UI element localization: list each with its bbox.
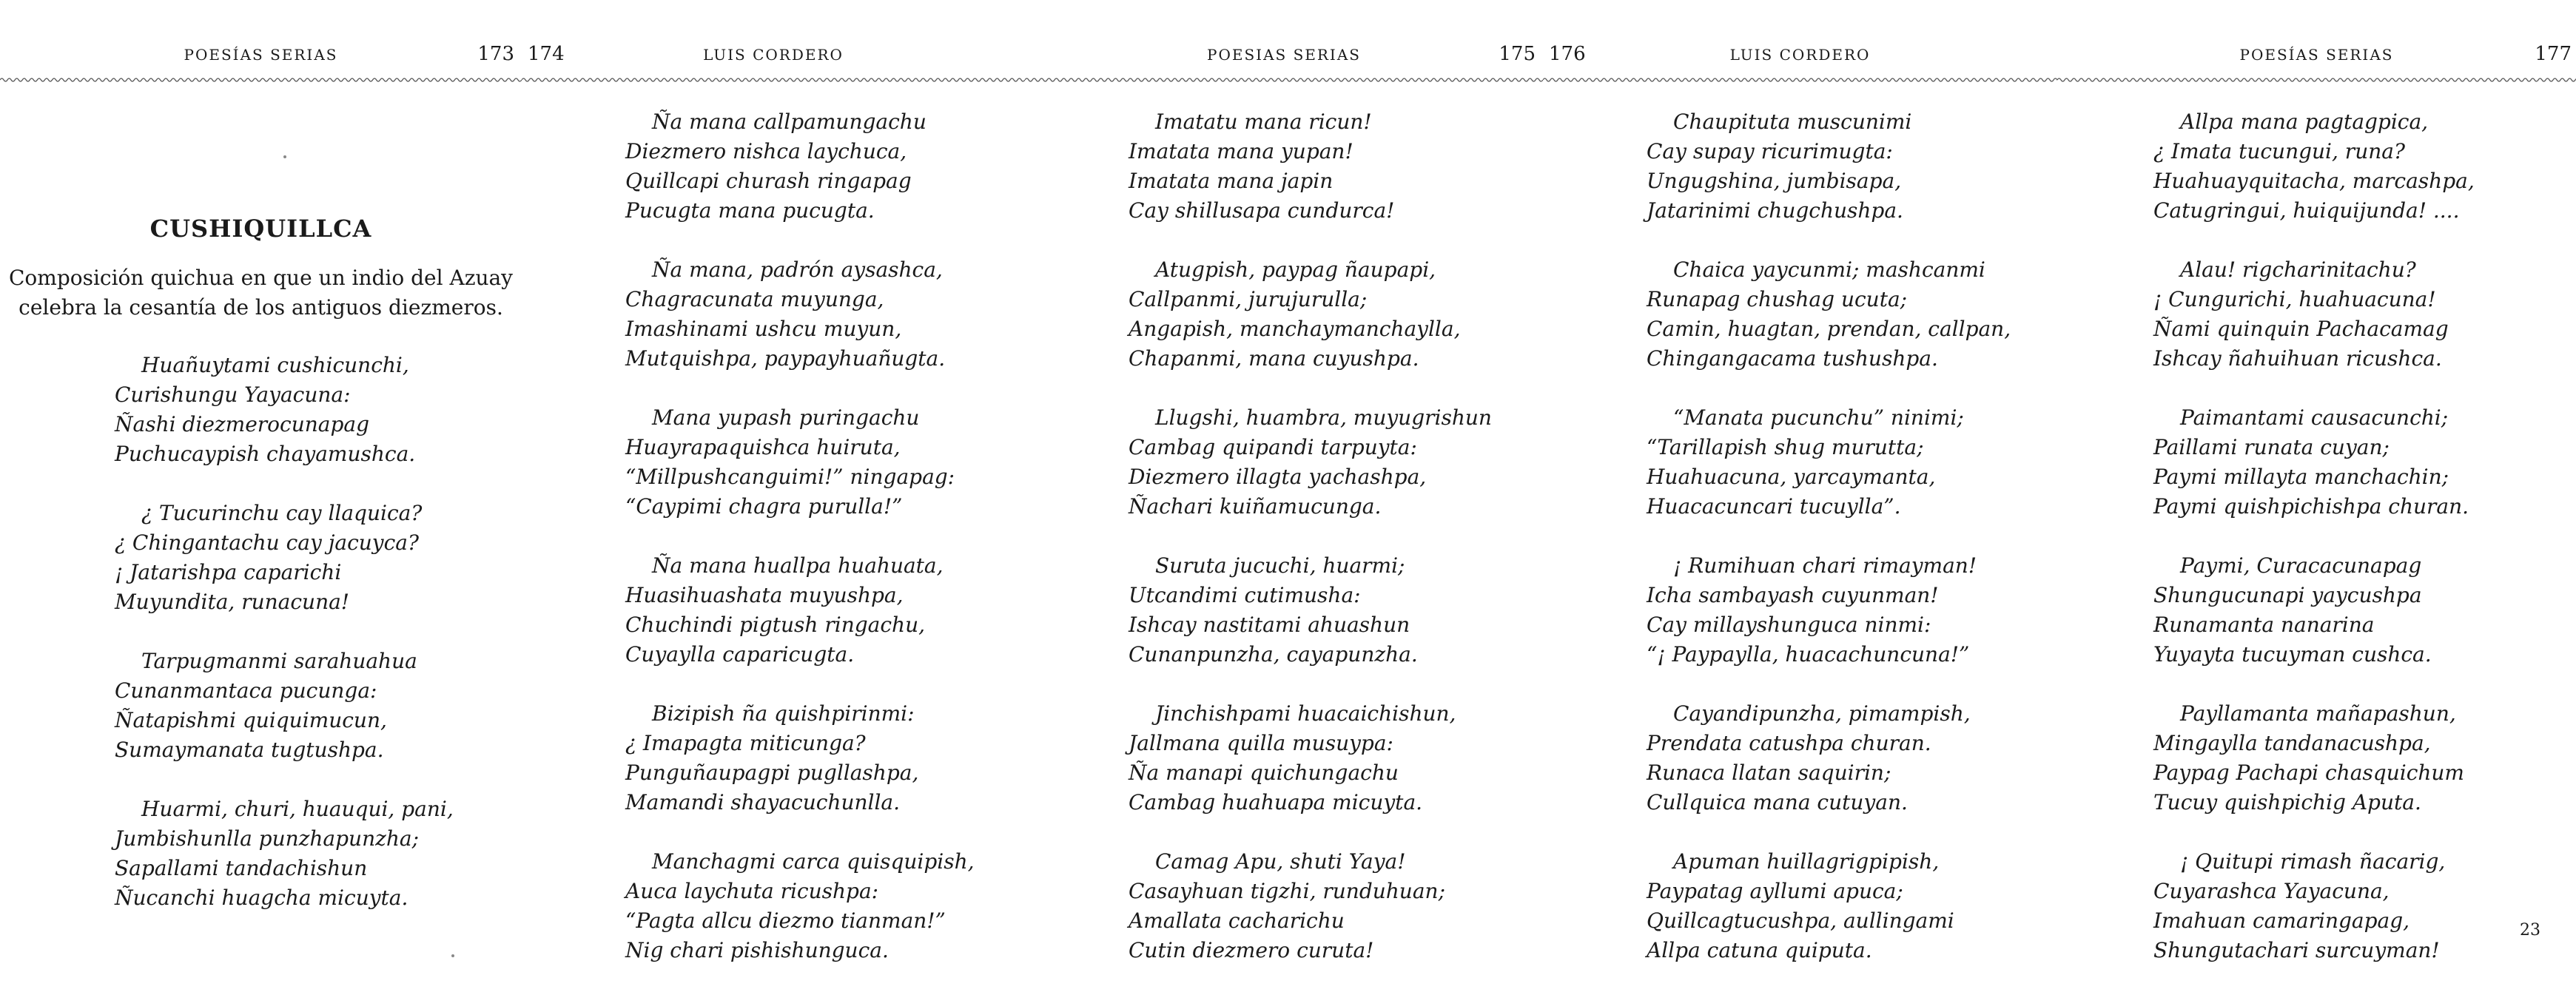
verse-line: Imatatu mana ricun!: [1155, 109, 1372, 134]
page-header: [1543, 41, 2057, 71]
verse-line: Casayhuan tigzhi, runduhuan;: [1129, 879, 1445, 903]
verse-line: “Tarillapish shug murutta;: [1647, 435, 1924, 459]
verse-line: Imatata mana japin: [1129, 169, 1334, 193]
verse-line: Muyundita, runacuna!: [115, 590, 350, 614]
stanza: [1647, 403, 2057, 522]
page-body: [1025, 107, 1543, 995]
verse-line: Cuyaylla caparicugta.: [625, 642, 855, 667]
verse-line: Ña mana, padrón aysashca,: [652, 257, 943, 282]
verse-line: Ishcay nastitami ahuashun: [1129, 613, 1410, 637]
page-176: [1543, 0, 2057, 979]
verse-line: ¡ Cungurichi, huahuacuna!: [2153, 287, 2436, 311]
running-title: LUIS CORDERO: [1729, 46, 1871, 64]
stanza: [2153, 255, 2576, 374]
verse-line: Paimantami causacunchi;: [2180, 405, 2449, 430]
verse-line: Paymi millayta manchachin;: [2153, 465, 2449, 489]
verse-line: ¿ Tucurinchu cay llaquica?: [141, 501, 423, 525]
wavy-rule: [1543, 74, 2057, 86]
verse-line: Puchucaypish chayamushca.: [115, 442, 416, 466]
verse-line: “Manata pucunchu” ninimi;: [1673, 405, 1964, 430]
verse-line: Alau! rigcharinitachu?: [2180, 257, 2416, 282]
print-speck: [451, 954, 454, 957]
verse-line: Tucuy quishpichig Aputa.: [2153, 790, 2421, 814]
stanza-list: [1025, 107, 1543, 965]
verse-line: ¿ Chingantachu cay jacuyca?: [115, 530, 419, 555]
page-header: [0, 41, 522, 71]
verse-line: Ñachari kuiñamucunga.: [1129, 494, 1382, 519]
page-header: [522, 41, 1025, 71]
wavy-rule: [2057, 74, 2576, 86]
verse-line: Cullquica mana cutuyan.: [1647, 790, 1908, 814]
verse-line: Cuyarashca Yayacuna,: [2153, 879, 2390, 903]
verse-line: Huayrapaquishca huiruta,: [625, 435, 901, 459]
stanza: [625, 403, 1025, 522]
verse-line: Paymi quishpichishpa churan.: [2153, 494, 2469, 519]
stanza: [2153, 847, 2576, 965]
verse-line: Quillcagtucushpa, aullingami: [1647, 908, 1954, 933]
verse-line: Angapish, manchaymanchaylla,: [1129, 317, 1461, 341]
verse-line: Apuman huillagrigpipish,: [1673, 849, 1940, 874]
verse-line: Prendata catushpa churan.: [1647, 731, 1931, 755]
stanza: [2153, 403, 2576, 522]
page-174: [522, 0, 1025, 979]
stanza: [2153, 699, 2576, 817]
verse-line: Jumbishunlla punzhapunzha;: [115, 826, 420, 851]
stanza: [1647, 551, 2057, 669]
verse-line: Allpa mana pagtagpica,: [2180, 109, 2429, 134]
verse-line: Tarpugmanmi sarahuahua: [141, 649, 417, 673]
verse-line: “Pagta allcu diezmo tianman!”: [625, 908, 946, 933]
verse-line: ¡ Rumihuan chari rimayman!: [1673, 553, 1977, 578]
page-177: [2057, 0, 2576, 979]
verse-line: Imahuan camaringapag,: [2153, 908, 2410, 933]
verse-line: Huahuacuna, yarcaymanta,: [1647, 465, 1936, 489]
verse-line: Cambag quipandi tarpuyta:: [1129, 435, 1417, 459]
stanza: [1129, 107, 1543, 226]
stanza: [1129, 255, 1543, 374]
verse-line: Runaca llatan saquirin;: [1647, 760, 1891, 785]
wavy-rule: [0, 74, 522, 86]
signature-mark: 23: [2520, 921, 2540, 940]
verse-line: Chaupituta muscunimi: [1673, 109, 1912, 134]
stanza-list: [522, 107, 1025, 965]
page-number: 175: [1499, 43, 1536, 65]
verse-line: Amallata cacharichu: [1129, 908, 1345, 933]
verse-line: Jinchishpami huacaichishun,: [1155, 701, 1456, 726]
verse-line: Nig chari pishishunguca.: [625, 938, 889, 962]
stanza: [625, 255, 1025, 374]
stanza-list: [1543, 107, 2057, 965]
page-175: [1025, 0, 1543, 979]
verse-line: ¡ Jatarishpa caparichi: [115, 560, 342, 584]
stanza: [625, 551, 1025, 669]
verse-line: Quillcapi churash ringapag: [625, 169, 912, 193]
verse-line: ¿ Imapagta miticunga?: [625, 731, 866, 755]
verse-line: Ña manapi quichungachu: [1129, 760, 1399, 785]
verse-line: Bizipish ña quishpirinmi:: [652, 701, 915, 726]
page-number: 177: [2535, 43, 2572, 65]
verse-line: “Millpushcanguimi!” ningapag:: [625, 465, 955, 489]
verse-line: Sumaymanata tugtushpa.: [115, 738, 384, 762]
verse-line: Payllamanta mañapashun,: [2180, 701, 2456, 726]
verse-line: Pucugta mana pucugta.: [625, 198, 875, 223]
verse-line: Mutquishpa, paypayhuañugta.: [625, 346, 946, 371]
verse-line: Shungutachari surcuyman!: [2153, 938, 2440, 962]
page-173: [0, 0, 522, 979]
verse-line: Diezmero illagta yachashpa,: [1129, 465, 1427, 489]
verse-line: Ñami quinquin Pachacamag: [2153, 317, 2449, 341]
verse-line: Mingaylla tandanacushpa,: [2153, 731, 2431, 755]
verse-line: Paillami runata cuyan;: [2153, 435, 2390, 459]
verse-line: Ñashi diezmerocunapag: [115, 412, 369, 436]
verse-line: Cay millayshunguca ninmi:: [1647, 613, 1931, 637]
stanza: [1647, 699, 2057, 817]
verse-line: Runamanta nanarina: [2153, 613, 2375, 637]
verse-line: Ñucanchi huagcha micuyta.: [115, 886, 408, 910]
verse-line: Shungucunapi yaycushpa: [2153, 583, 2422, 607]
verse-line: Paymi, Curacacunapag: [2180, 553, 2422, 578]
page-body: [2057, 107, 2576, 995]
verse-line: Ña mana callpamungachu: [652, 109, 927, 134]
verse-line: Chuchindi pigtush ringachu,: [625, 613, 926, 637]
verse-line: Cay shillusapa cundurca!: [1129, 198, 1395, 223]
verse-line: Imashinami ushcu muyun,: [625, 317, 902, 341]
stanza-list: [0, 351, 522, 913]
verse-line: Callpanmi, jurujurulla;: [1129, 287, 1368, 311]
verse-line: Punguñaupagpi pugllashpa,: [625, 760, 919, 785]
verse-line: Cunanpunzha, cayapunzha.: [1129, 642, 1418, 667]
running-title: POESIAS SERIAS: [1207, 46, 1361, 64]
verse-line: Ña mana huallpa huahuata,: [652, 553, 944, 578]
stanza: [1129, 699, 1543, 817]
verse-line: “¡ Paypaylla, huacachuncuna!”: [1647, 642, 1970, 667]
print-speck: [283, 155, 286, 158]
stanza: [115, 795, 522, 913]
verse-line: Utcandimi cutimusha:: [1129, 583, 1361, 607]
running-title: LUIS CORDERO: [703, 46, 844, 64]
page-header: [1025, 41, 1543, 71]
verse-line: Chaica yaycunmi; mashcanmi: [1673, 257, 1985, 282]
verse-line: Cambag huahuapa micuyta.: [1129, 790, 1423, 814]
stanza: [2153, 551, 2576, 669]
verse-line: Huarmi, churi, huauqui, pani,: [141, 797, 454, 821]
verse-line: Huacacuncari tucuylla”.: [1647, 494, 1901, 519]
verse-line: Paypatag ayllumi apuca;: [1647, 879, 1903, 903]
verse-line: Curishungu Yayacuna:: [115, 382, 351, 407]
stanza-list: [2057, 107, 2576, 965]
verse-line: Mana yupash puringachu: [652, 405, 920, 430]
verse-line: Camin, huagtan, prendan, callpan,: [1647, 317, 2011, 341]
stanza: [1129, 403, 1543, 522]
stanza: [1129, 551, 1543, 669]
verse-line: Catugringui, huiquijunda! ....: [2153, 198, 2460, 223]
page-number: 176: [1549, 43, 1586, 65]
poem-title: CUSHIQUILLCA: [149, 215, 372, 243]
page-number: 173: [477, 43, 514, 65]
verse-line: Chingangacama tushushpa.: [1647, 346, 1938, 371]
running-title: POESÍAS SERIAS: [184, 46, 338, 64]
wavy-rule: [522, 74, 1025, 86]
verse-line: Sapallami tandachishun: [115, 856, 368, 880]
verse-line: Mamandi shayacuchunlla.: [625, 790, 901, 814]
verse-line: Jatarinimi chugchushpa.: [1647, 198, 1903, 223]
stanza: [1647, 107, 2057, 226]
verse-line: Cunanmantaca pucunga:: [115, 678, 377, 703]
stanza: [625, 107, 1025, 226]
verse-line: Auca laychuta ricushpa:: [625, 879, 879, 903]
verse-line: Suruta jucuchi, huarmi;: [1155, 553, 1405, 578]
stanza: [115, 351, 522, 469]
verse-line: Jallmana quilla musuypa:: [1129, 731, 1393, 755]
stanza: [115, 499, 522, 617]
verse-line: Atugpish, paypag ñaupapi,: [1155, 257, 1436, 282]
verse-line: Yuyayta tucuyman cushca.: [2153, 642, 2432, 667]
page-body: [522, 107, 1025, 995]
verse-line: ¿ Imata tucungui, runa?: [2153, 139, 2405, 163]
verse-line: Allpa catuna quiputa.: [1647, 938, 1872, 962]
stanza: [115, 647, 522, 765]
page-number: 174: [528, 43, 565, 65]
poem-subtitle: Composición quichua en que un indio del Azuay: [8, 266, 513, 290]
verse-line: Diezmero nishca laychuca,: [625, 139, 907, 163]
verse-line: ¡ Quitupi rimash ñacarig,: [2180, 849, 2446, 874]
verse-line: Cayandipunzha, pimampish,: [1673, 701, 1971, 726]
verse-line: Chapanmi, mana cuyushpa.: [1129, 346, 1419, 371]
poem-subtitle: celebra la cesantía de los antiguos diezmeros.: [19, 295, 503, 320]
verse-line: Paypag Pachapi chasquichum: [2153, 760, 2464, 785]
stanza: [1647, 255, 2057, 374]
verse-line: Huasihuashata muyushpa,: [625, 583, 904, 607]
running-title: POESÍAS SERIAS: [2239, 46, 2394, 64]
verse-line: Ñatapishmi quiquimucun,: [115, 708, 387, 732]
stanza: [625, 847, 1025, 965]
page-header: [2057, 41, 2576, 71]
verse-line: Huahuayquitacha, marcashpa,: [2153, 169, 2475, 193]
verse-line: Runapag chushag ucuta;: [1647, 287, 1908, 311]
stanza: [1129, 847, 1543, 965]
verse-line: Camag Apu, shuti Yaya!: [1155, 849, 1406, 874]
verse-line: “Caypimi chagra purulla!”: [625, 494, 903, 519]
verse-line: Cay supay ricurimugta:: [1647, 139, 1893, 163]
verse-line: Chagracunata muyunga,: [625, 287, 884, 311]
page-body: [0, 215, 522, 942]
verse-line: Ungugshina, jumbisapa,: [1647, 169, 1902, 193]
verse-line: Ishcay ñahuihuan ricushca.: [2153, 346, 2442, 371]
stanza: [2153, 107, 2576, 226]
wavy-rule: [1025, 74, 1543, 86]
page-body: [1543, 107, 2057, 995]
verse-line: Llugshi, huambra, muyugrishun: [1155, 405, 1492, 430]
stanza: [625, 699, 1025, 817]
stanza: [1647, 847, 2057, 965]
verse-line: Huañuytami cushicunchi,: [141, 353, 409, 377]
verse-line: Manchagmi carca quisquipish,: [652, 849, 975, 874]
verse-line: Cutin diezmero curuta!: [1129, 938, 1374, 962]
verse-line: Icha sambayash cuyunman!: [1647, 583, 1939, 607]
verse-line: Imatata mana yupan!: [1129, 139, 1353, 163]
